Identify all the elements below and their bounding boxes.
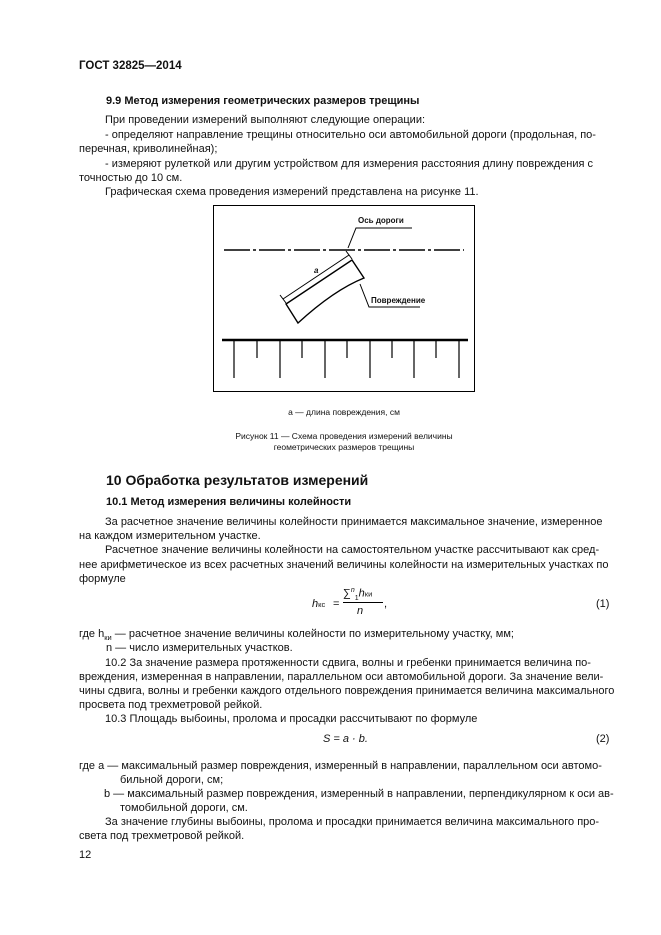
figure-note: a — длина повреждения, см (288, 407, 400, 417)
formula-2: S = a · b. (323, 733, 368, 745)
section-10-title: 10 Обработка результатов измерений (106, 472, 369, 488)
paragraph: За расчетное значение величины колейности принимается максимальное значение, измеренное (105, 516, 603, 528)
paragraph: - измеряют рулеткой или другим устройством для измерения расстояния длину повреждения с (105, 158, 594, 170)
paragraph: нее арифметическое из всех расчетных значений величины колейности на измерительных участках по (79, 559, 609, 571)
formula-2-number: (2) (596, 733, 610, 745)
formula-1-number: (1) (596, 598, 610, 610)
paragraph: За значение глубины выбоины, пролома и просадки принимается величина максимального про- (105, 816, 600, 828)
formula-2-legend: бильной дороги, см; (120, 774, 224, 786)
label-road-axis: Ось дороги (358, 216, 404, 225)
paragraph: 10.2 За значение размера протяженности сдвига, волны и гребенки принимается величина по- (105, 657, 591, 669)
paragraph: перечная, криволинейная); (79, 143, 218, 155)
paragraph: точностью до 10 см. (79, 172, 183, 184)
label-damage: Повреждение (371, 296, 426, 305)
label-a: a (314, 266, 319, 275)
formula-2-legend: где a — максимальный размер повреждения, измеренный в направлении, параллельном оси автомо- (79, 760, 602, 772)
formula-1-legend: где $h_{ки}$ — расчетное значение величины колейности по измерительному участку, мм; (79, 628, 514, 643)
page-number: 12 (79, 849, 92, 861)
paragraph: вреждения, измеренная в направлении, параллельном оси автомобильной дороги. За значение вели- (79, 671, 604, 683)
formula-2-legend: b — максимальный размер повреждения, измеренный в направлении, перпендикулярном к оси ав- (104, 788, 614, 800)
figure-caption: Рисунок 11 — Схема проведения измерений величины (235, 431, 453, 441)
figure-11-drawing (214, 206, 476, 393)
paragraph: формуле (79, 573, 126, 585)
crack-shape (286, 260, 364, 323)
edge-ticks (234, 340, 459, 378)
figure-caption: геометрических размеров трещины (273, 442, 415, 452)
formula-2-legend: томобильной дороги, см. (120, 802, 248, 814)
formula-1-legend: n — число измерительных участков. (106, 642, 293, 654)
section-10-1-title: 10.1 Метод измерения величины колейности (106, 496, 352, 508)
paragraph: Графическая схема проведения измерений представлена на рисунке 11. (105, 186, 479, 198)
section-9-9-title: 9.9 Метод измерения геометрических размеров трещины (106, 95, 420, 107)
figure-11 (213, 205, 475, 392)
dimension-a-line (283, 255, 349, 299)
axis-label-leader (348, 228, 412, 248)
paragraph: - определяют направление трещины относительно оси автомобильной дороги (продольная, по- (105, 129, 596, 141)
paragraph: 10.3 Площадь выбоины, пролома и просадки рассчитывают по формуле (105, 713, 478, 725)
paragraph: на каждом измерительном участке. (79, 530, 261, 542)
document-header: ГОСТ 32825—2014 (79, 60, 182, 72)
paragraph: просвета под трехметровой рейкой. (79, 699, 263, 711)
formula-1: hкс = ∑$^n_1$hки n , (312, 587, 388, 617)
paragraph: света под трехметровой рейкой. (79, 830, 245, 842)
paragraph: Расчетное значение величины колейности на самостоятельном участке рассчитывают как сред- (105, 544, 600, 556)
paragraph: При проведении измерений выполняют следующие операции: (105, 114, 426, 126)
paragraph: чины сдвига, волны и гребенки каждого отдельного повреждения принимается величина максимального (79, 685, 615, 697)
